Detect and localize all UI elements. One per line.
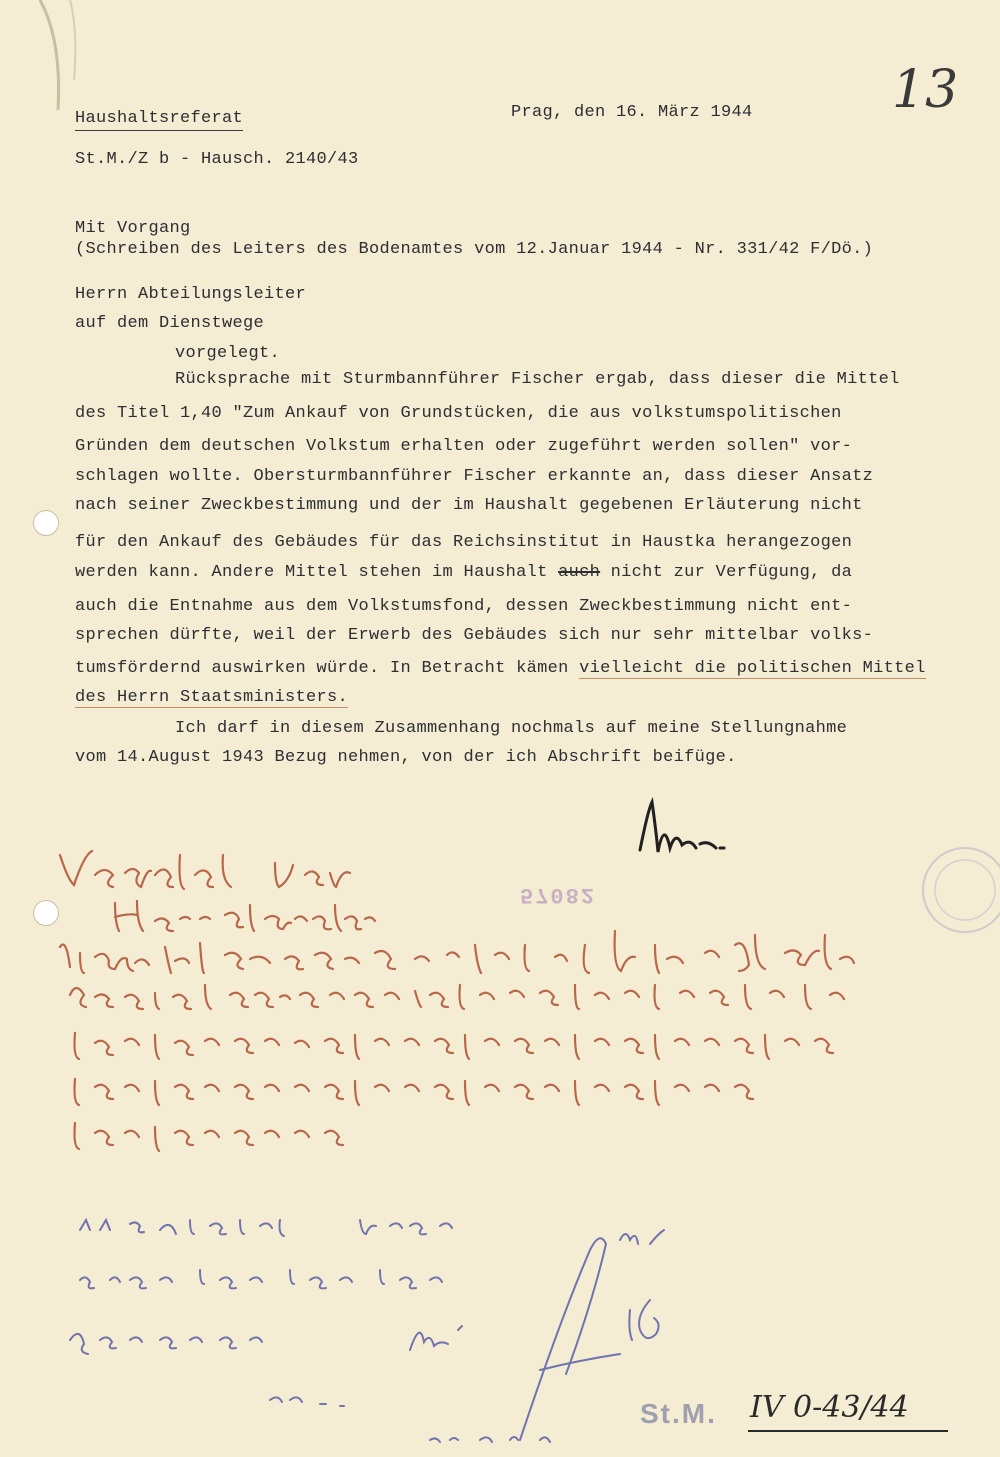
body-line-1: Rücksprache mit Sturmbannführer Fischer ergab, dass dieser die Mittel bbox=[175, 370, 900, 389]
page-number: 13 bbox=[892, 60, 959, 120]
body-line-10-part-a: tumsfördernd auswirken würde. In Betracht kämen bbox=[75, 659, 580, 678]
folded-corner bbox=[0, 0, 80, 110]
file-reference: IV 0-43/44 bbox=[750, 1390, 909, 1425]
red-handwritten-note bbox=[55, 835, 885, 1205]
document-date: Prag, den 16. März 1944 bbox=[511, 103, 753, 122]
punch-hole-top bbox=[33, 510, 59, 536]
subject-line-2: (Schreiben des Leiters des Bodenamtes vom 12.Januar 1944 - Nr. 331/42 F/Dö.) bbox=[75, 240, 874, 259]
body-line-7 bbox=[75, 563, 852, 582]
addressee-line-3: vorgelegt. bbox=[175, 344, 281, 363]
body-line-3: Gründen dem deutschen Volkstum erhalten oder zugeführt werden sollen" vor- bbox=[75, 437, 853, 456]
body-line-10 bbox=[75, 659, 926, 678]
body-line-8: auch die Entnahme aus dem Volkstumsfond, dessen Zweckbestimmung nicht ent- bbox=[75, 597, 853, 616]
round-stamp bbox=[905, 840, 1000, 940]
body-line-6: für den Ankauf des Gebäudes für das Reichsinstitut in Haustka herangezogen bbox=[75, 533, 853, 552]
underlined-phrase: vielleicht die politischen Mittel bbox=[579, 659, 926, 678]
file-reference-underline bbox=[748, 1430, 948, 1432]
addressee-line-2: auf dem Dienstwege bbox=[75, 314, 265, 333]
body-line-5: nach seiner Zweckbestimmung und der im Haushalt gegebenen Erläuterung nicht bbox=[75, 496, 863, 515]
reference-number: St.M./Z b - Hausch. 2140/43 bbox=[75, 150, 359, 169]
body-line-4: schlagen wollte. Obersturmbannführer Fischer erkannte an, dass dieser Ansatz bbox=[75, 467, 874, 486]
office-stamp: St.M. bbox=[640, 1398, 717, 1429]
struck-word: auch bbox=[558, 563, 601, 582]
underlined-minister: des Herrn Staatsministers. bbox=[75, 688, 349, 707]
addressee-line-1: Herrn Abteilungsleiter bbox=[75, 285, 307, 304]
subject-line-1: Mit Vorgang bbox=[75, 219, 191, 238]
registry-stamp: 57082 bbox=[520, 882, 597, 907]
body-line-11 bbox=[75, 688, 348, 707]
department-heading: Haushaltsreferat bbox=[75, 109, 243, 131]
body-line-7-part-c: nicht zur Verfügung, da bbox=[600, 563, 853, 582]
body-line-2: des Titel 1,40 "Zum Ankauf von Grundstücken, die aus volkstumspolitischen bbox=[75, 404, 842, 423]
body-line-13: vom 14.August 1943 Bezug nehmen, von der ich Abschrift beifüge. bbox=[75, 748, 737, 767]
body-line-7-part-a: werden kann. Andere Mittel stehen im Haushalt bbox=[75, 563, 559, 582]
body-line-9: sprechen dürfte, weil der Erwerb des Gebäudes sich nur sehr mittelbar volks- bbox=[75, 626, 874, 645]
body-line-12: Ich darf in diesem Zusammenhang nochmals auf meine Stellungnahme bbox=[175, 719, 848, 738]
